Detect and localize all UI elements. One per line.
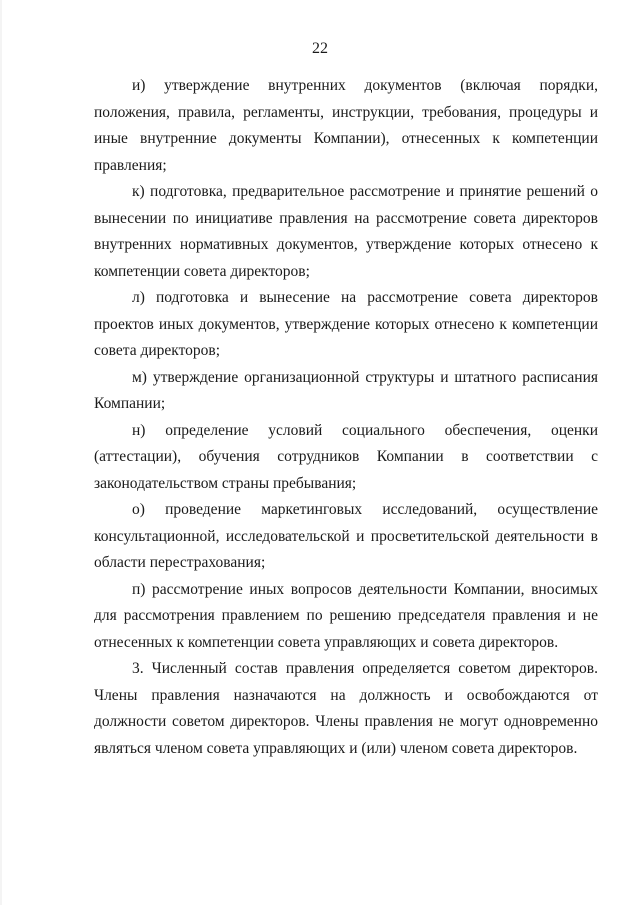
paragraph-item-k: к) подготовка, предварительное рассмотрение и принятие решений о вынесении по инициативе правления на рассмотрение совета директоров внутренних нормативных документов, утверждение которых отнесено к компетенции совета директоров; (94, 183, 598, 280)
paragraph-item-i: и) утверждение внутренних документов (включая порядки, положения, правила, регламенты, инструкции, требования, процедуры и иные внутренние документы Компании), отнесенных к компетенции правления; (94, 77, 598, 174)
paragraph-item-o: о) проведение маркетинговых исследований, осуществление консультационной, исследовательской и просветительской деятельности в области перестрахования; (94, 501, 598, 571)
paragraph-item-l: л) подготовка и вынесение на рассмотрение совета директоров проектов иных документов, утверждение которых отнесено к компетенции совета директоров; (94, 289, 598, 359)
paragraph-item-n: н) определение условий социального обеспечения, оценки (аттестации), обучения сотрудников Компании в соответствии с законодательством страны пребывания; (94, 421, 598, 492)
page-number: 22 (312, 40, 328, 57)
paragraph-item-p: п) рассмотрение иных вопросов деятельности Компании, вносимых для рассмотрения правлением по решению председателя правления и не отнесенных к компетенции совета управляющих и совета директоров. (94, 580, 598, 651)
page-edge (0, 0, 2, 905)
paragraph-item-m: м) утверждение организационной структуры и штатного расписания Компании; (94, 368, 598, 412)
document-body (94, 73, 598, 762)
paragraph-section-3: 3. Численный состав правления определяется советом директоров. Члены правления назначаются на должность и освобождаются от должности советом директоров. Члены правления не могут одновременно являться членом совета управляющих и (или) членом совета директоров. (94, 660, 598, 757)
